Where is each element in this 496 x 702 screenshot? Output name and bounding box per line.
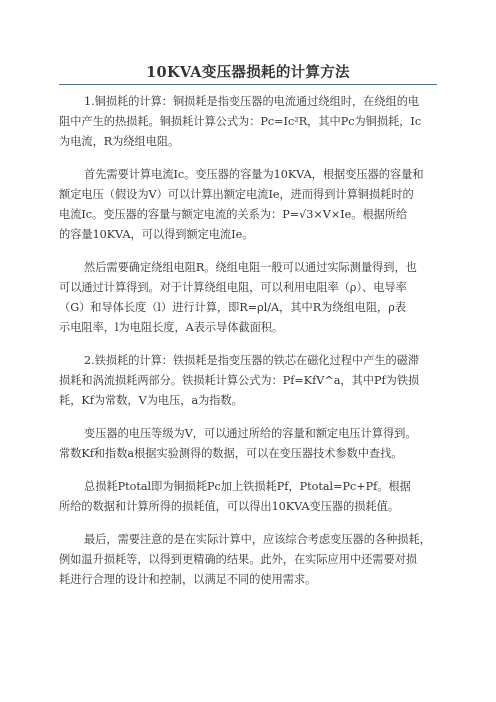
- paragraph-line: 为电流，R为绕组电阻。: [59, 135, 180, 148]
- paragraph-line: 阻中产生的热损耗。铜损耗计算公式为：Pc=Ic²R，其中Pc为铜损耗，Ic: [59, 115, 422, 128]
- paragraph-winding-resistance: [59, 258, 445, 338]
- paragraph-voltage-level: [59, 424, 445, 464]
- paragraph-line: （G）和导体长度（l）进行计算，即R=ρl/A，其中R为绕组电阻，ρ表: [59, 301, 407, 314]
- paragraph-copper-loss: [59, 92, 445, 152]
- title-underline: [59, 84, 437, 85]
- paragraph-line: 电流Ic。变压器的容量与额定电流的关系为：P=√3×V×Ie。根据所给: [59, 208, 408, 221]
- paragraph-line: 示电阻率，l为电阻长度，A表示导体截面积。: [59, 321, 284, 334]
- paragraph-line: 然后需要确定绕组电阻R。绕组电阻一般可以通过实际测量得到，也: [84, 261, 417, 274]
- paragraph-line: 总损耗Ptotal即为铜损耗Pc加上铁损耗Pf，Ptotal=Pc+Pf。根据: [84, 480, 411, 493]
- paragraph-line: 变压器的电压等级为V，可以通过所给的容量和额定电压计算得到。: [84, 427, 417, 440]
- paragraph-line: 2.铁损耗的计算：铁损耗是指变压器的铁芯在磁化过程中产生的磁滞: [84, 354, 420, 367]
- paragraph-line: 耗，Kf为常数，V为电压，a为指数。: [59, 394, 243, 407]
- paragraph-total-loss: [59, 477, 445, 517]
- paragraph-line: 可以通过计算得到。对于计算绕组电阻，可以利用电阻率（ρ）、电导率: [59, 281, 407, 294]
- document-title: 10KVA变压器损耗的计算方法: [146, 64, 350, 81]
- paragraph-current-calculation: [59, 165, 445, 245]
- paragraph-line: 耗进行合理的设计和控制，以满足不同的使用需求。: [59, 573, 317, 586]
- paragraph-line: 损耗和涡流损耗两部分。铁损耗计算公式为：Pf=KfV^a，其中Pf为铁损: [59, 374, 420, 387]
- paragraph-iron-loss: [59, 351, 445, 411]
- paragraph-line: 所给的数据和计算所得的损耗值，可以得出10KVA变压器的损耗值。: [59, 500, 400, 513]
- document-body: [59, 92, 445, 603]
- paragraph-line: 例如温升损耗等，以得到更精确的结果。此外，在实际应用中还需要对损: [59, 553, 418, 566]
- paragraph-line: 1.铜损耗的计算：铜损耗是指变压器的电流通过绕组时，在绕组的电: [84, 95, 420, 108]
- paragraph-line: 常数Kf和指数a根据实验测得的数据，可以在变压器技术参数中查找。: [59, 447, 403, 460]
- paragraph-line: 的容量10KVA，可以得到额定电流Ie。: [59, 228, 254, 241]
- paragraph-conclusion: [59, 530, 445, 590]
- paragraph-line: 最后，需要注意的是在实际计算中，应该综合考虑变压器的各种损耗，: [84, 533, 431, 546]
- paragraph-line: 额定电压（假设为V）可以计算出额定电流Ie，进而得到计算铜损耗时的: [59, 188, 414, 201]
- paragraph-line: 首先需要计算电流Ic。变压器的容量为10KVA，根据变压器的容量和: [84, 168, 424, 181]
